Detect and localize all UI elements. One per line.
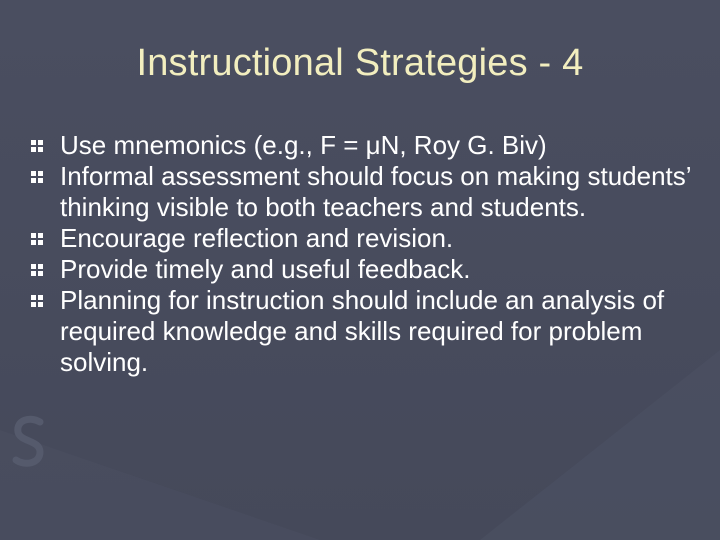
bullet-item (30, 223, 700, 254)
ornamental-bullet-icon (30, 294, 44, 308)
bullet-text: Provide timely and useful feedback. (60, 254, 471, 284)
background-decoration (480, 350, 720, 540)
bullet-text: Use mnemonics (e.g., F = μN, Roy G. Biv) (60, 130, 547, 160)
bullet-text: Planning for instruction should include an analysis of required knowledge and skills required for problem solving. (60, 285, 665, 377)
slide-title: Instructional Strategies - 4 (136, 42, 584, 84)
bullet-list (30, 130, 700, 378)
bullet-item (30, 161, 700, 223)
bullet-text: Informal assessment should focus on making students’ thinking visible to both teachers and students. (60, 161, 691, 222)
bullet-text: Encourage reflection and revision. (60, 223, 454, 253)
watermark-s-icon (10, 412, 50, 472)
bullet-item (30, 130, 700, 161)
ornamental-bullet-icon (30, 170, 44, 184)
bullet-item (30, 254, 700, 285)
ornamental-bullet-icon (30, 263, 44, 277)
bullet-item (30, 285, 700, 378)
ornamental-bullet-icon (30, 139, 44, 153)
ornamental-bullet-icon (30, 232, 44, 246)
